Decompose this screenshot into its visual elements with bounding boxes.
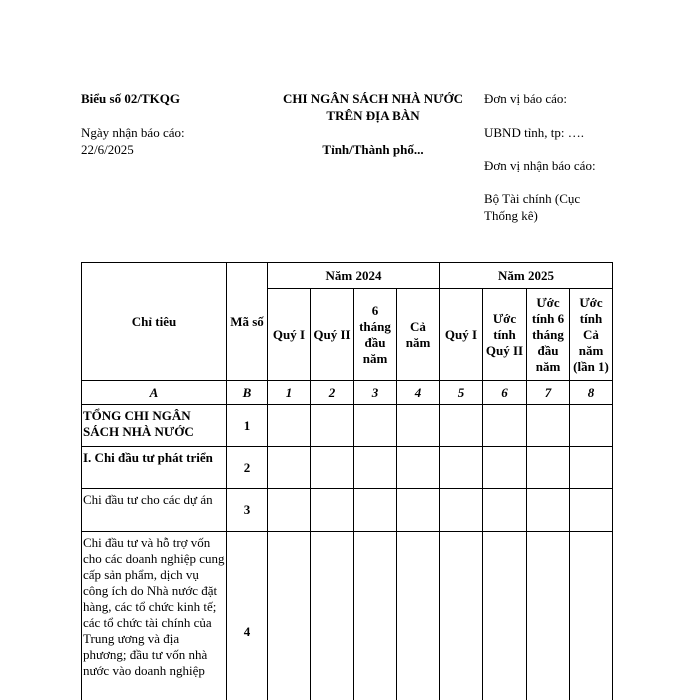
data-cell[interactable] <box>483 532 527 700</box>
data-cell[interactable] <box>397 532 440 700</box>
data-cell[interactable] <box>311 532 354 700</box>
data-cell[interactable] <box>570 532 613 700</box>
data-cell[interactable] <box>527 489 570 532</box>
data-cell[interactable] <box>311 489 354 532</box>
data-cell[interactable] <box>570 489 613 532</box>
data-cell[interactable] <box>527 532 570 700</box>
data-cell[interactable] <box>354 532 397 700</box>
row-label: I. Chi đầu tư phát triển <box>82 447 227 489</box>
reporting-unit-label: Đơn vị báo cáo: <box>484 91 568 106</box>
receive-date: 22/6/2025 <box>81 142 134 157</box>
data-cell[interactable] <box>397 489 440 532</box>
data-cell[interactable] <box>268 532 311 700</box>
header-2024-year: Cả năm <box>397 289 440 381</box>
data-cell[interactable] <box>311 405 354 447</box>
data-cell[interactable] <box>268 489 311 532</box>
data-cell[interactable] <box>570 447 613 489</box>
header-2025-q1: Quý I <box>440 289 483 381</box>
expenditure-table <box>81 262 613 700</box>
form-code: Biểu số 02/TKQG <box>81 91 180 106</box>
col-letter: B <box>227 381 268 405</box>
receiving-unit-line2: Thống kê) <box>484 208 538 223</box>
header-code: Mã số <box>227 263 268 381</box>
data-cell[interactable] <box>354 405 397 447</box>
data-cell[interactable] <box>440 405 483 447</box>
data-cell[interactable] <box>268 447 311 489</box>
receiving-unit-label: Đơn vị nhận báo cáo: <box>484 158 596 173</box>
data-cell[interactable] <box>440 489 483 532</box>
data-cell[interactable] <box>483 405 527 447</box>
col-letter: 7 <box>527 381 570 405</box>
header-indicator: Chỉ tiêu <box>82 263 227 381</box>
row-code: 1 <box>227 405 268 447</box>
report-title-line2: TRÊN ĐỊA BÀN <box>326 108 420 123</box>
data-cell[interactable] <box>440 532 483 700</box>
header-year-2024: Năm 2024 <box>268 263 440 289</box>
header-2025-year-est: Ước tính Cả năm (lần 1) <box>570 289 613 381</box>
row-code: 3 <box>227 489 268 532</box>
row-label: Chi đầu tư và hỗ trợ vốn cho các doanh nghiệp cung cấp sản phẩm, dịch vụ công ích do Nhà nước đặt hàng, các tổ chức kinh tế; các tổ chức tài chính của Trung ương và địa phương; đầu tư vốn nhà nước vào doanh nghiệp <box>82 532 227 700</box>
data-cell[interactable] <box>311 447 354 489</box>
row-label: TỔNG CHI NGÂN SÁCH NHÀ NƯỚC <box>82 405 227 447</box>
table-row <box>82 532 613 700</box>
col-letter: 5 <box>440 381 483 405</box>
data-cell[interactable] <box>354 489 397 532</box>
receiving-unit-line1: Bộ Tài chính (Cục <box>484 191 581 206</box>
data-cell[interactable] <box>397 405 440 447</box>
report-title-line1: CHI NGÂN SÁCH NHÀ NƯỚC <box>282 91 464 106</box>
header-year-2025: Năm 2025 <box>440 263 613 289</box>
data-cell[interactable] <box>570 405 613 447</box>
table-row <box>82 405 613 447</box>
col-letter: 8 <box>570 381 613 405</box>
reporting-unit: UBND tỉnh, tp: …. <box>484 125 585 140</box>
header-2024-6m: 6 tháng đầu năm <box>354 289 397 381</box>
col-letter: 4 <box>397 381 440 405</box>
col-letter: 3 <box>354 381 397 405</box>
header-2024-q2: Quý II <box>311 289 354 381</box>
row-code: 4 <box>227 532 268 700</box>
table-row <box>82 447 613 489</box>
header-2025-q2-est: Ước tính Quý II <box>483 289 527 381</box>
col-letter: 1 <box>268 381 311 405</box>
receive-date-label: Ngày nhận báo cáo: <box>81 125 185 140</box>
row-code: 2 <box>227 447 268 489</box>
col-letter: A <box>82 381 227 405</box>
province-line: Tỉnh/Thành phố... <box>322 142 424 157</box>
header-2024-q1: Quý I <box>268 289 311 381</box>
col-letter: 6 <box>483 381 527 405</box>
data-cell[interactable] <box>397 447 440 489</box>
row-label: Chi đầu tư cho các dự án <box>82 489 227 532</box>
data-cell[interactable] <box>268 405 311 447</box>
data-cell[interactable] <box>483 489 527 532</box>
data-cell[interactable] <box>527 447 570 489</box>
header-2025-6m-est: Ước tính 6 tháng đầu năm <box>527 289 570 381</box>
col-letter: 2 <box>311 381 354 405</box>
data-cell[interactable] <box>483 447 527 489</box>
data-cell[interactable] <box>354 447 397 489</box>
table-row <box>82 489 613 532</box>
data-cell[interactable] <box>440 447 483 489</box>
data-cell[interactable] <box>527 405 570 447</box>
